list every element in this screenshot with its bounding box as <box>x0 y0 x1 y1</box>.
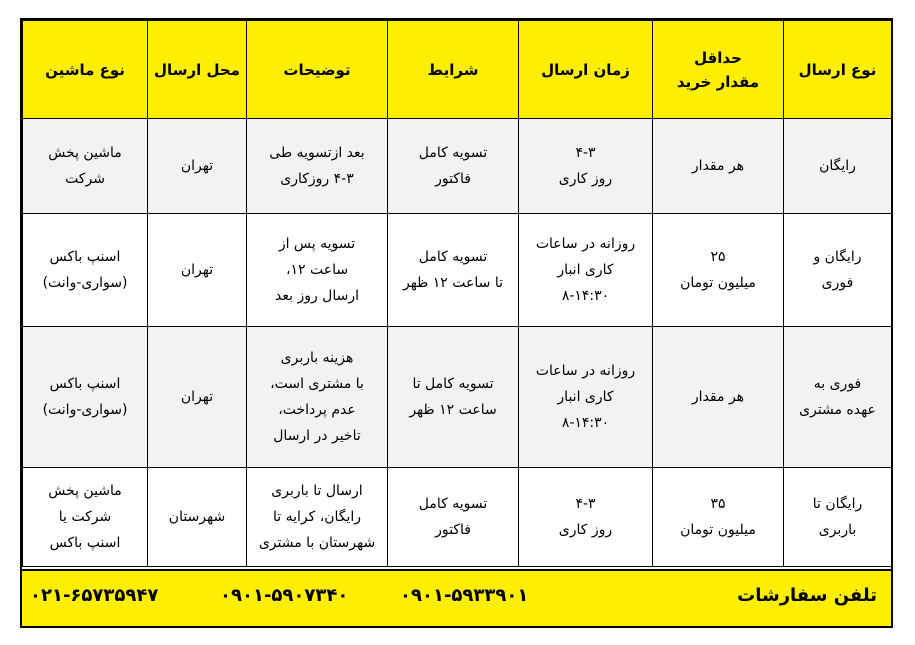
cell-description: ارسال تا باربری رایگان، کرایه تا شهرستان با مشتری <box>247 468 388 567</box>
phone-number[interactable]: ۰۹۰۱-۵۹۰۷۳۴۰ <box>220 585 349 606</box>
cell-description: تسویه پس از ساعت ۱۲، ارسال روز بعد <box>247 214 388 327</box>
cell-destination: شهرستان <box>148 468 247 567</box>
cell-shipping-type: رایگان تا باربری <box>784 468 892 567</box>
header-delivery-time: زمان ارسال <box>519 21 653 119</box>
cell-shipping-type: فوری به عهده مشتری <box>784 327 892 468</box>
cell-description: هزینه باربری با مشتری است، عدم پرداخت، تاخیر در ارسال <box>247 327 388 468</box>
cell-min-purchase: هر مقدار <box>653 119 784 214</box>
cell-vehicle-type: ماشین پخش شرکت <box>23 119 148 214</box>
cell-delivery-time: ۴-۳ روز کاری <box>519 119 653 214</box>
shipping-table-frame <box>20 18 893 628</box>
cell-delivery-time: ۴-۳ روز کاری <box>519 468 653 567</box>
cell-shipping-type: رایگان <box>784 119 892 214</box>
table-row <box>23 468 892 567</box>
cell-conditions: تسویه کامل فاکتور <box>388 468 519 567</box>
cell-min-purchase: ۳۵ میلیون تومان <box>653 468 784 567</box>
table-row <box>23 119 892 214</box>
header-description: توضیحات <box>247 21 388 119</box>
header-destination: محل ارسال <box>148 21 247 119</box>
cell-conditions: تسویه کامل تا ساعت ۱۲ ظهر <box>388 327 519 468</box>
header-vehicle-type: نوع ماشین <box>23 21 148 119</box>
cell-min-purchase: ۲۵ میلیون تومان <box>653 214 784 327</box>
cell-min-purchase: هر مقدار <box>653 327 784 468</box>
cell-conditions: تسویه کامل فاکتور <box>388 119 519 214</box>
header-conditions: شرایط <box>388 21 519 119</box>
shipping-table <box>22 20 892 567</box>
table-row <box>23 214 892 327</box>
order-phone-footer <box>22 569 891 628</box>
cell-vehicle-type: اسنپ باکس (سواری-وانت) <box>23 327 148 468</box>
header-shipping-type: نوع ارسال <box>784 21 892 119</box>
table-row <box>23 327 892 468</box>
cell-delivery-time: روزانه در ساعات کاری انبار ۸-۱۴:۳۰ <box>519 327 653 468</box>
header-min-purchase: حداقل مقدار خرید <box>653 21 784 119</box>
order-phone-title: تلفن سفارشات <box>737 585 877 606</box>
cell-delivery-time: روزانه در ساعات کاری انبار ۸-۱۴:۳۰ <box>519 214 653 327</box>
phone-number[interactable]: ۰۹۰۱-۵۹۳۳۹۰۱ <box>400 585 529 606</box>
header-row <box>23 21 892 119</box>
phone-number[interactable]: ۰۲۱-۶۵۷۳۵۹۴۷ <box>30 585 159 606</box>
cell-description: بعد ازتسویه طی ۴-۳ روزکاری <box>247 119 388 214</box>
cell-conditions: تسویه کامل تا ساعت ۱۲ ظهر <box>388 214 519 327</box>
cell-shipping-type: رایگان و فوری <box>784 214 892 327</box>
cell-vehicle-type: ماشین پخش شرکت یا اسنپ باکس <box>23 468 148 567</box>
cell-destination: تهران <box>148 214 247 327</box>
cell-destination: تهران <box>148 327 247 468</box>
cell-vehicle-type: اسنپ باکس (سواری-وانت) <box>23 214 148 327</box>
cell-destination: تهران <box>148 119 247 214</box>
